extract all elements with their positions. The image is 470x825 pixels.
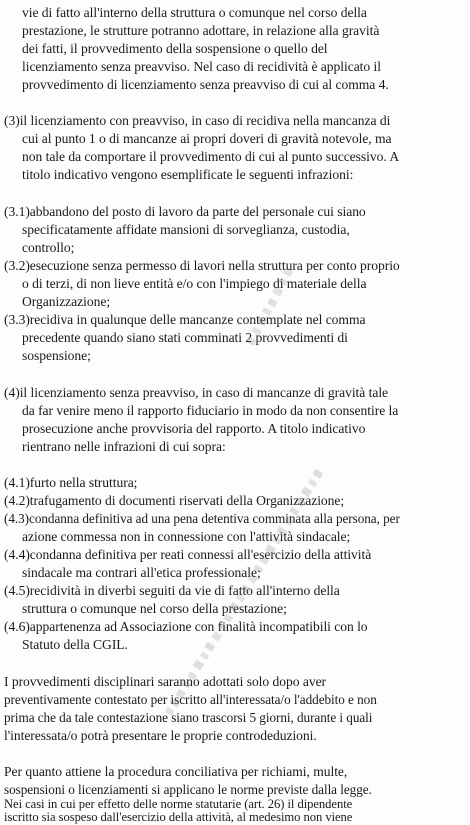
item-4-4-line: sindacale ma contrari all'etica professionale; <box>22 565 261 580</box>
item-4-2-line: (4.2)trafugamento di documenti riservati della Organizzazione; <box>4 493 345 508</box>
item-4-3-line: (4.3)condanna definitiva ad una pena detentiva comminata alla persona, per <box>4 511 400 526</box>
item-4-5-line: (4.5)recidività in diverbi seguiti da vie di fatto all'interno della <box>4 583 340 598</box>
procedure-paragraph-line: sospensioni o licenziamenti si applicano le norme previste dalla legge. <box>4 782 372 797</box>
item-3-3-line: (3.3)recidiva in qualunque delle mancanze contemplate nel comma <box>4 312 366 327</box>
final-paragraph-line: Nei casi in cui per effetto delle norme statutarie (art. 26) il dipendente <box>4 797 353 811</box>
item-4-6-line: Statuto della CGIL. <box>22 637 128 652</box>
section-4-line: (4)il licenziamento senza preavviso, in caso di mancanze di gravità tale <box>4 385 389 400</box>
paragraph-line: licenziamento senza preavviso. Nel caso di recidività è applicato il <box>22 59 381 74</box>
item-4-6-line: (4.6)appartenenza ad Associazione con finalità incompatibili con lo <box>4 619 368 634</box>
section-4-line: prosecuzione anche provvisoria del rapporto. A titolo indicativo <box>22 421 366 436</box>
paragraph-line: provvedimento di licenziamento senza preavviso di cui al comma 4. <box>22 77 389 92</box>
item-3-3-line: precedente quando siano stati comminati 2 provvedimenti di <box>22 330 348 345</box>
paragraph-line: dei fatti, il provvedimento della sospensione o quello del <box>22 41 328 56</box>
section-4-line: da far venire meno il rapporto fiduciario in modo da non consentire la <box>22 403 399 418</box>
item-3-2-line: Organizzazione; <box>22 294 111 309</box>
closing-paragraph-line: preventivamente contestato per iscritto all'interessata/o l'addebito e non <box>4 692 377 707</box>
closing-paragraph-line: prima che da tale contestazione siano trascorsi 5 giorni, durante i quali <box>4 710 373 725</box>
item-3-1-line: controllo; <box>22 240 75 255</box>
section-3-line: titolo indicativo vengono esemplificate le seguenti infrazioni: <box>22 167 354 182</box>
item-4-3-line: azione commessa non in connessione con l'attività sindacale; <box>22 529 351 544</box>
paragraph-line: prestazione, le strutture potranno adottare, in relazione alla gravità <box>22 23 380 38</box>
item-4-1-line: (4.1)furto nella struttura; <box>4 475 138 490</box>
procedure-paragraph-line: Per quanto attiene la procedura conciliativa per richiami, multe, <box>4 764 348 779</box>
closing-paragraph-line: l'interessata/o potrà presentare le proprie controdeduzioni. <box>4 728 317 743</box>
closing-paragraph-line: I provvedimenti disciplinari saranno adottati solo dopo aver <box>4 674 327 689</box>
item-4-5-line: struttura o comunque nel corso della prestazione; <box>22 601 287 616</box>
section-4-line: rientrano nelle infrazioni di cui sopra: <box>22 439 226 454</box>
item-3-1-line: specificatamente affidate mansioni di sorveglianza, custodia, <box>22 222 350 237</box>
item-3-3-line: sospensione; <box>22 348 91 363</box>
paragraph-line: vie di fatto all'interno della struttura o comunque nel corso della <box>22 5 367 20</box>
section-3-line: non tale da comportare il provvedimento di cui al punto successivo. A <box>22 149 400 164</box>
item-3-2-line: (3.2)esecuzione senza permesso di lavori nella struttura per conto proprio <box>4 258 400 273</box>
item-3-2-line: o di terzi, di non lieve entità e/o con l'impiego di materiale della <box>22 276 367 291</box>
section-3-line: cui al punto 1 o di mancanze ai propri doveri di gravità notevole, ma <box>22 131 392 146</box>
item-3-1-line: (3.1)abbandono del posto di lavoro da parte del personale cui siano <box>4 204 366 219</box>
item-4-4-line: (4.4)condanna definitiva per reati connessi all'esercizio della attività <box>4 547 372 562</box>
final-paragraph-line: iscritto sia sospeso dall'esercizio della attività, al medesimo non viene <box>4 810 353 824</box>
section-3-line: (3)il licenziamento con preavviso, in caso di recidiva nella mancanza di <box>4 113 391 128</box>
